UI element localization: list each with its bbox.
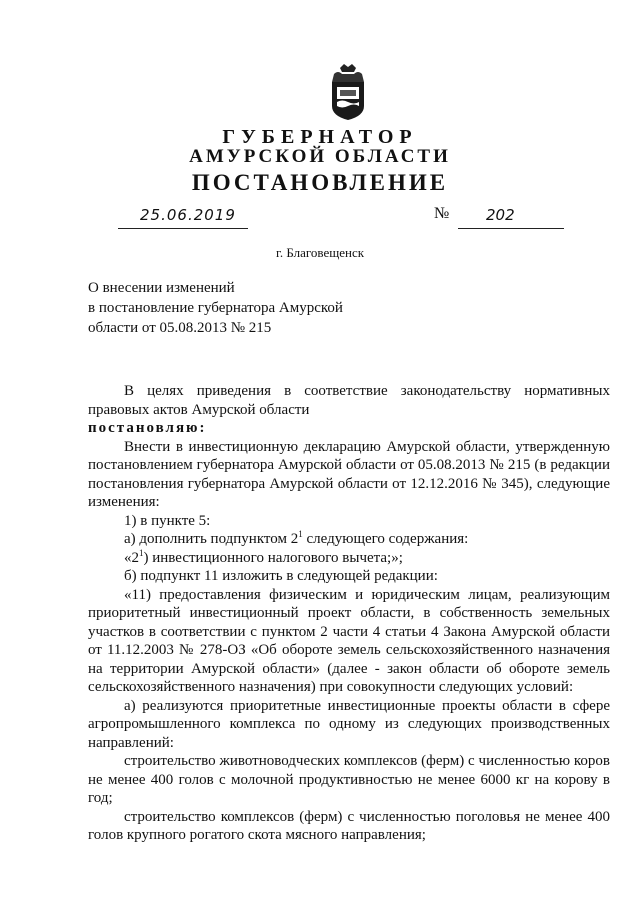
document-type: ПОСТАНОВЛЕНИЕ [191,170,449,195]
preamble: В целях приведения в соответствие законодательству нормативных правовых актов Амурской области [88,383,610,418]
superscript: 1 [298,529,303,539]
city: г. Благовещенск [275,245,365,260]
paragraph [88,530,610,549]
region-title: АМУРСКОЙ ОБЛАСТИ [189,146,451,167]
superscript: 1 [139,547,144,558]
document-date: 25.06.2019 [140,206,236,224]
text: а) дополнить подпунктом 2 [124,531,299,547]
paragraph: б) подпункт 11 изложить в следующей редакции: [124,568,438,584]
document-body [88,382,610,845]
subject-line: в постановление губернатора Амурской [88,300,343,316]
text: «2 [124,549,139,566]
paragraph: строительство комплексов (ферм) с численностью поголовья не менее 400 голов крупного рогатого скота мясного направления; [88,808,610,843]
text: следующего содержания: [302,531,469,547]
document-number: 202 [486,206,515,224]
governor-title: ГУБЕРНАТОР [222,126,418,148]
paragraph: Внести в инвестиционную декларацию Амурской области, утвержденную постановлением губернатора Амурской области от 05.08.2013 № 215 (в редакции постановления губернатора Амурской области от 12.12.2016 № 345), следующие изменения: [88,438,610,510]
paragraph: а) реализуются приоритетные инвестиционные проекты области в сфере агропромышленного комплекса по одному из следующих производственных направлений: [88,697,610,751]
text: ) инвестиционного налогового вычета;»; [143,549,403,566]
paragraph: «11) предоставления физическим и юридическим лицам, реализующим приоритетный инвестиционный проект области, в собственность земельных участков в соответствии с пунктом 2 части 4 статьи 4 Закона Амурской области от 11.12.2003 № 278-ОЗ «Об обороте земель сельскохозяйственного назначения на территории Амурской области» (далее - закон области об обороте земель сельскохозяйственного назначения) при совокупности следующих условий: [88,586,610,695]
paragraph: строительство животноводческих комплексов (ферм) с численностью коров не менее 400 голов с молочной продуктивностью не менее 6000 кг на корову в год; [88,753,610,806]
number-label: № [434,205,450,222]
paragraph: 1) в пункте 5: [124,512,211,529]
decree-word: постановляю: [88,420,207,436]
subject-block [88,278,388,338]
subject-line: области от 05.08.2013 № 215 [88,320,272,336]
subject-line: О внесении изменений [88,280,235,296]
coat-of-arms-icon [326,62,370,122]
paragraph [88,549,610,568]
